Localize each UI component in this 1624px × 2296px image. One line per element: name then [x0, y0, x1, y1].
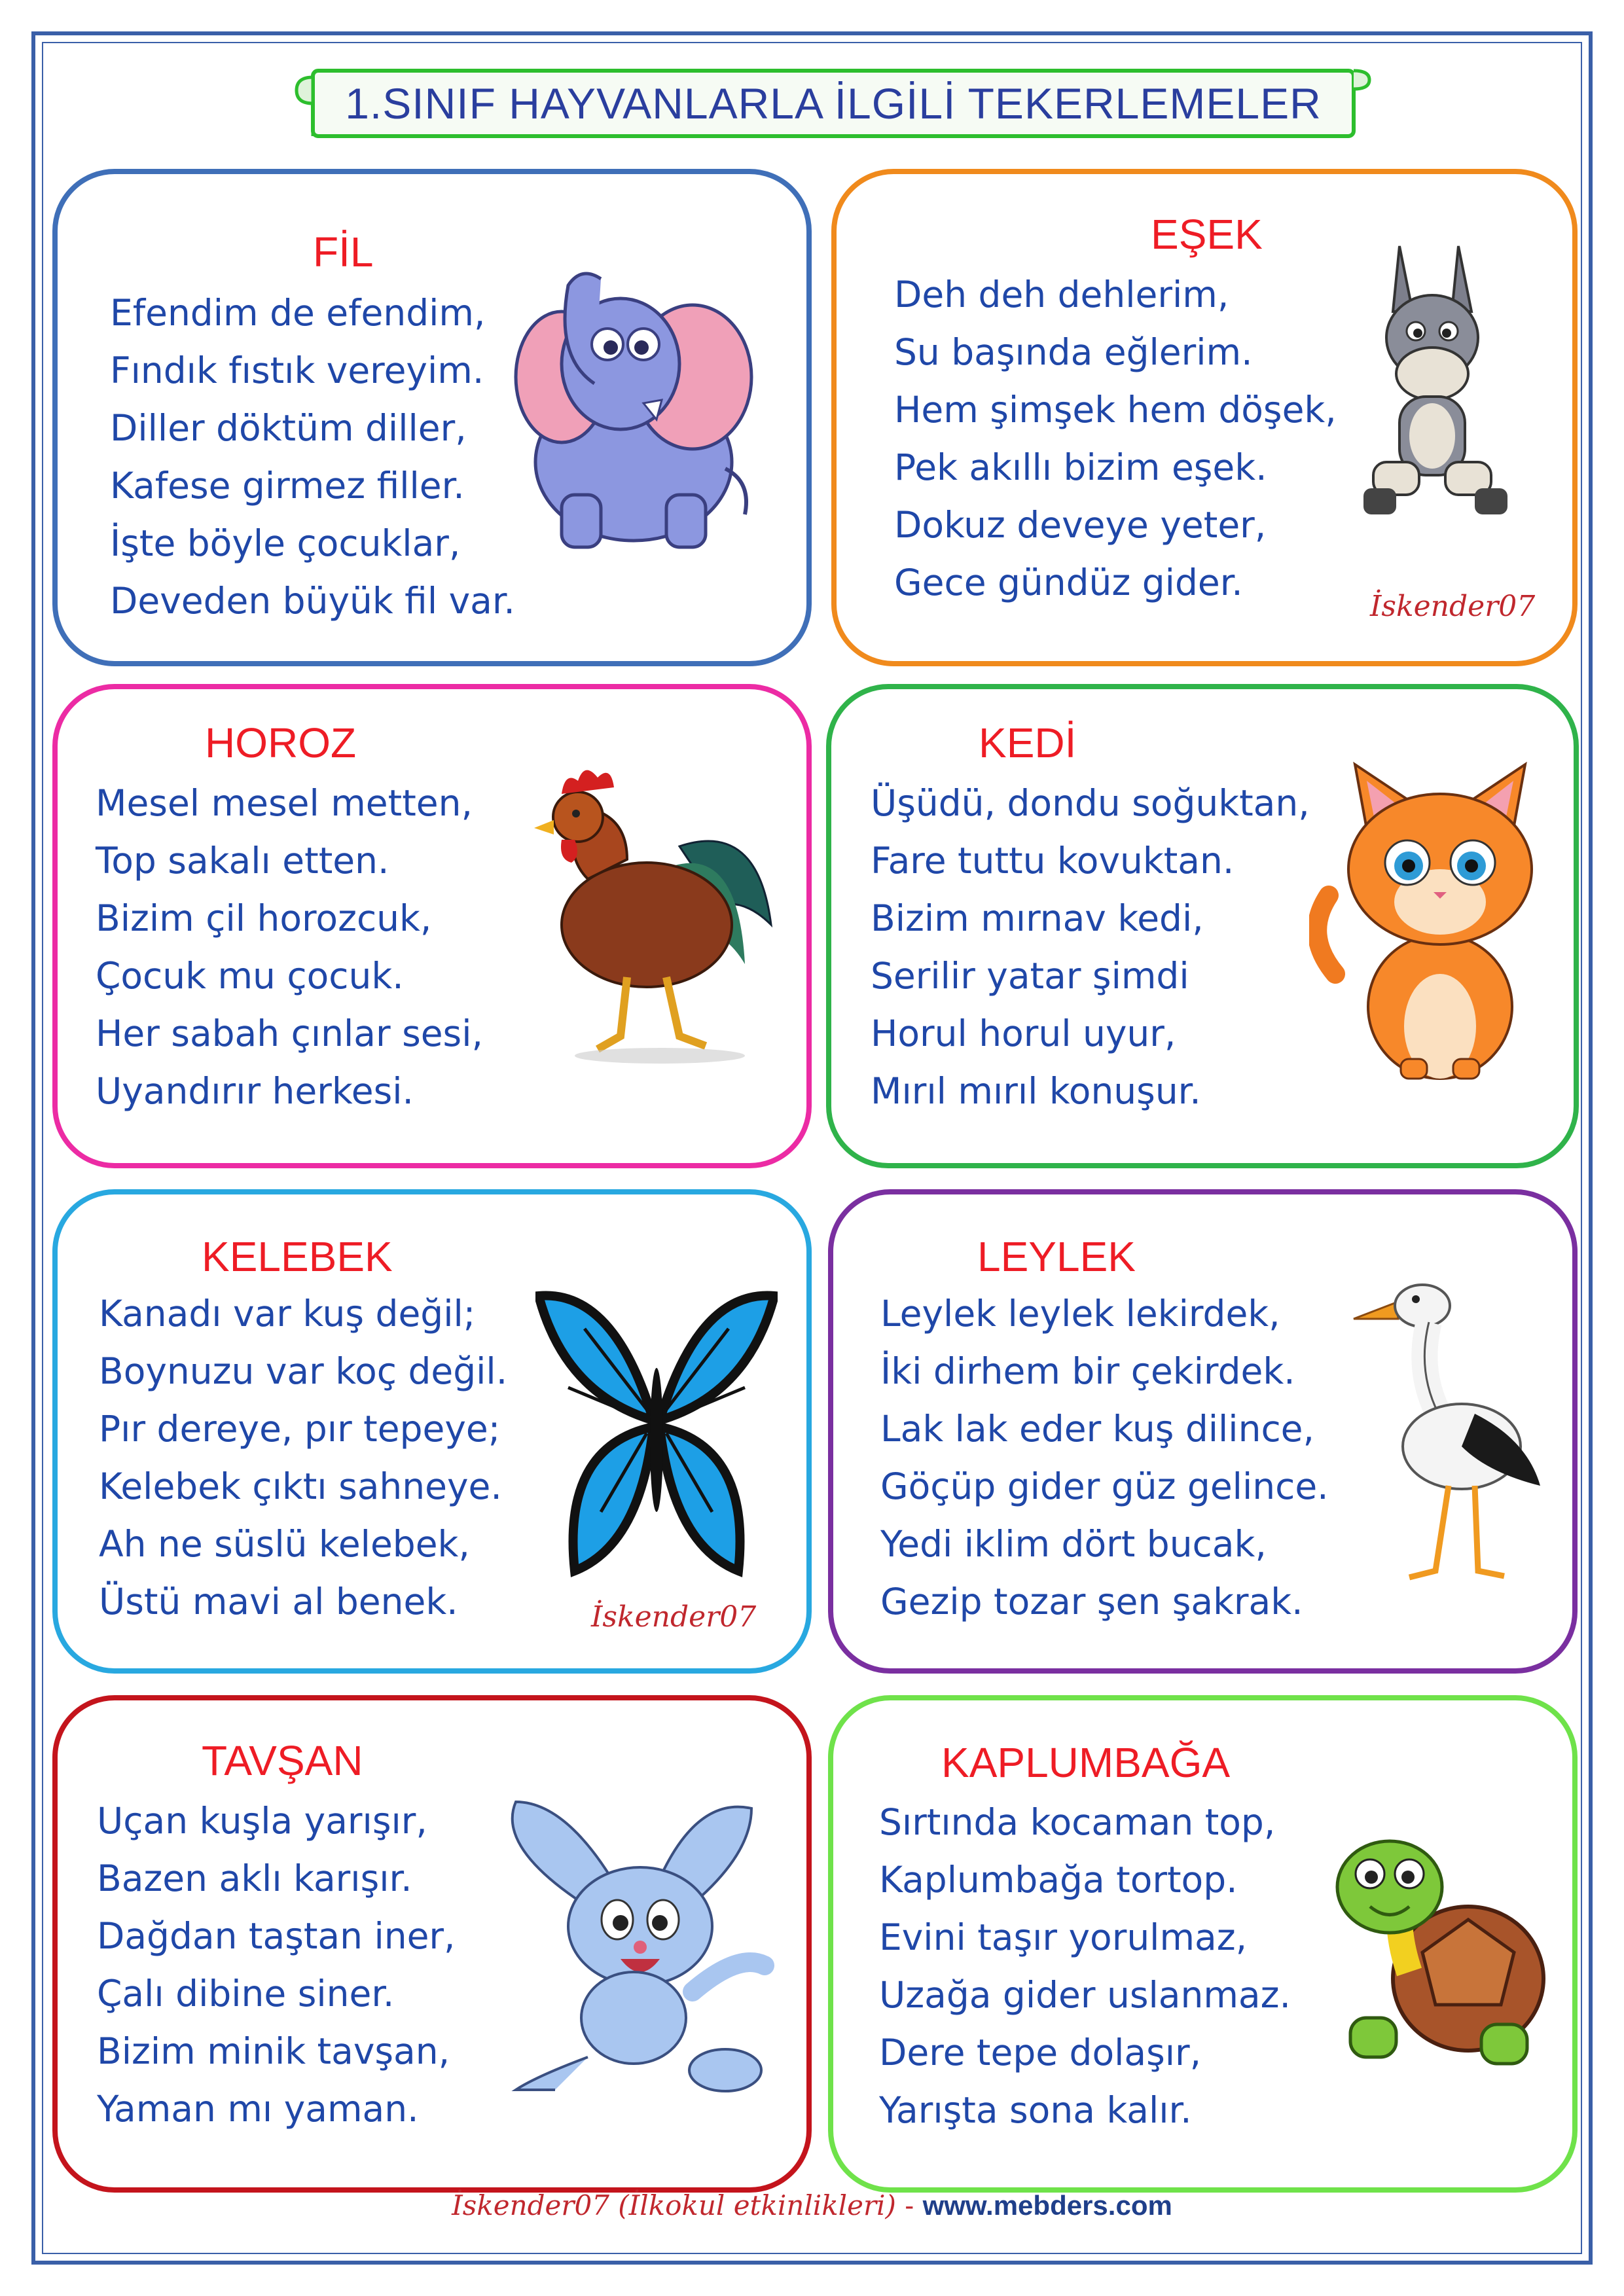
footer — [0, 2189, 1624, 2221]
poem-line: Gece gündüz gider. — [894, 562, 1243, 603]
turtle-icon — [1331, 1821, 1547, 2077]
poem-line: Dokuz deveye yeter, — [894, 504, 1267, 546]
poem-line: Uzağa gider uslanmaz. — [879, 1974, 1291, 2016]
poem-line: Kelebek çıktı sahneye. — [99, 1465, 502, 1507]
card-title-tavsan: TAVŞAN — [202, 1737, 363, 1784]
card-tavsan — [52, 1695, 812, 2193]
poem-line: Yarışta sona kalır. — [879, 2089, 1192, 2131]
poem-line: Fındık fıstık vereyim. — [110, 350, 484, 391]
card-title-fil: FİL — [313, 228, 374, 276]
rooster-icon — [516, 768, 778, 1069]
poem-line: Her sabah çınlar sesi, — [96, 1013, 483, 1054]
poem-line: Hem şimşek hem döşek, — [894, 389, 1337, 431]
poem-line: Gezip tozar şen şakrak. — [880, 1581, 1303, 1623]
poem-line: Üşüdü, dondu soğuktan, — [871, 782, 1310, 824]
poem-line: Çalı dibine siner. — [97, 1973, 395, 2015]
poem-line: Fare tuttu kovuktan. — [871, 840, 1235, 882]
poem-line: Ah ne süslü kelebek, — [99, 1523, 470, 1565]
poem-line: Üstü mavi al benek. — [99, 1581, 458, 1623]
poem-line: Pek akıllı bizim eşek. — [894, 446, 1267, 488]
poem-line: Yedi iklim dört bucak, — [880, 1523, 1267, 1565]
card-leylek — [828, 1189, 1578, 1674]
poem-line: Diller döktüm diller, — [110, 407, 467, 449]
cat-icon — [1309, 758, 1551, 1085]
poem-line: Su başında eğlerim. — [894, 331, 1253, 373]
card-kaplumbaga — [828, 1695, 1578, 2193]
card-fil — [52, 169, 812, 666]
signature: İskender07 — [1370, 590, 1536, 623]
poem-line: Dere tepe dolaşır, — [879, 2032, 1202, 2073]
card-title-leylek: LEYLEK — [977, 1233, 1136, 1280]
page-title: 1.SINIF HAYVANLARLA İLGİLİ TEKERLEMELER — [345, 79, 1322, 128]
poem-line: Yaman mı yaman. — [97, 2088, 419, 2130]
title-banner — [293, 64, 1373, 143]
poem-leylek — [880, 1285, 1329, 1630]
poem-line: Uçan kuşla yarışır, — [97, 1800, 427, 1842]
poem-line: Efendim de efendim, — [110, 292, 486, 334]
poem-line: Sırtında kocaman top, — [879, 1801, 1276, 1843]
card-title-esek: EŞEK — [1151, 211, 1263, 258]
card-kedi — [826, 684, 1579, 1168]
card-horoz — [52, 684, 812, 1168]
poem-line: Serilir yatar şimdi — [871, 955, 1189, 997]
card-title-kaplumbaga: KAPLUMBAĞA — [941, 1739, 1231, 1786]
poem-kaplumbaga — [879, 1793, 1291, 2139]
poem-line: Horul horul uyur, — [871, 1013, 1176, 1054]
poem-line: Dağdan taştan iner, — [97, 1915, 456, 1957]
poem-line: Göçüp gider güz gelince. — [880, 1465, 1329, 1507]
poem-line: Kaplumbağa tortop. — [879, 1859, 1238, 1901]
poem-line: Leylek leylek lekirdek, — [880, 1293, 1280, 1335]
poem-line: Pır dereye, pır tepeye; — [99, 1408, 501, 1450]
poem-kedi — [871, 774, 1310, 1120]
poem-tavsan — [97, 1792, 456, 2138]
poem-line: Boynuzu var koç değil. — [99, 1350, 508, 1392]
poem-line: Top sakalı etten. — [96, 840, 389, 882]
poem-line: Deveden büyük fil var. — [110, 580, 515, 622]
card-title-kelebek: KELEBEK — [202, 1233, 393, 1280]
poem-fil — [110, 284, 515, 630]
poem-line: Bizim minik tavşan, — [97, 2030, 450, 2072]
poem-line: Mırıl mırıl konuşur. — [871, 1070, 1201, 1112]
rabbit-icon — [503, 1795, 778, 2096]
poem-line: Çocuk mu çocuk. — [96, 955, 404, 997]
poem-line: Deh deh dehlerim, — [894, 274, 1229, 315]
poem-line: İşte böyle çocuklar, — [110, 522, 461, 564]
poem-line: Bizim çil horozcuk, — [96, 897, 432, 939]
poem-line: Lak lak eder kuş dilince, — [880, 1408, 1315, 1450]
butterfly-icon — [535, 1289, 778, 1577]
poem-line: Bizim mırnav kedi, — [871, 897, 1204, 939]
poem-line: Evini taşır yorulmaz, — [879, 1916, 1248, 1958]
signature: İskender07 — [591, 1600, 757, 1634]
card-title-kedi: KEDİ — [979, 719, 1077, 766]
poem-line: Kafese girmez filler. — [110, 465, 465, 507]
footer-separator: - — [905, 2190, 914, 2221]
footer-site-link[interactable]: www.mebders.com — [922, 2190, 1172, 2221]
poem-line: Uyandırır herkesi. — [96, 1070, 414, 1112]
card-kelebek — [52, 1189, 812, 1674]
card-title-horoz: HOROZ — [205, 719, 357, 766]
elephant-icon — [503, 246, 765, 554]
stork-icon — [1350, 1270, 1547, 1584]
poem-line: Kanadı var kuş değil; — [99, 1293, 476, 1335]
poem-horoz — [96, 774, 483, 1120]
poem-line: Mesel mesel metten, — [96, 782, 473, 824]
card-esek — [831, 169, 1578, 666]
poem-kelebek — [99, 1285, 507, 1630]
poem-line: Bazen aklı karışır. — [97, 1857, 412, 1899]
poem-line: İki dirhem bir çekirdek. — [880, 1350, 1295, 1392]
donkey-icon — [1360, 240, 1511, 541]
poem-esek — [894, 266, 1337, 611]
footer-credit: İskender07 (İlkokul etkinlikleri) — [452, 2189, 896, 2221]
